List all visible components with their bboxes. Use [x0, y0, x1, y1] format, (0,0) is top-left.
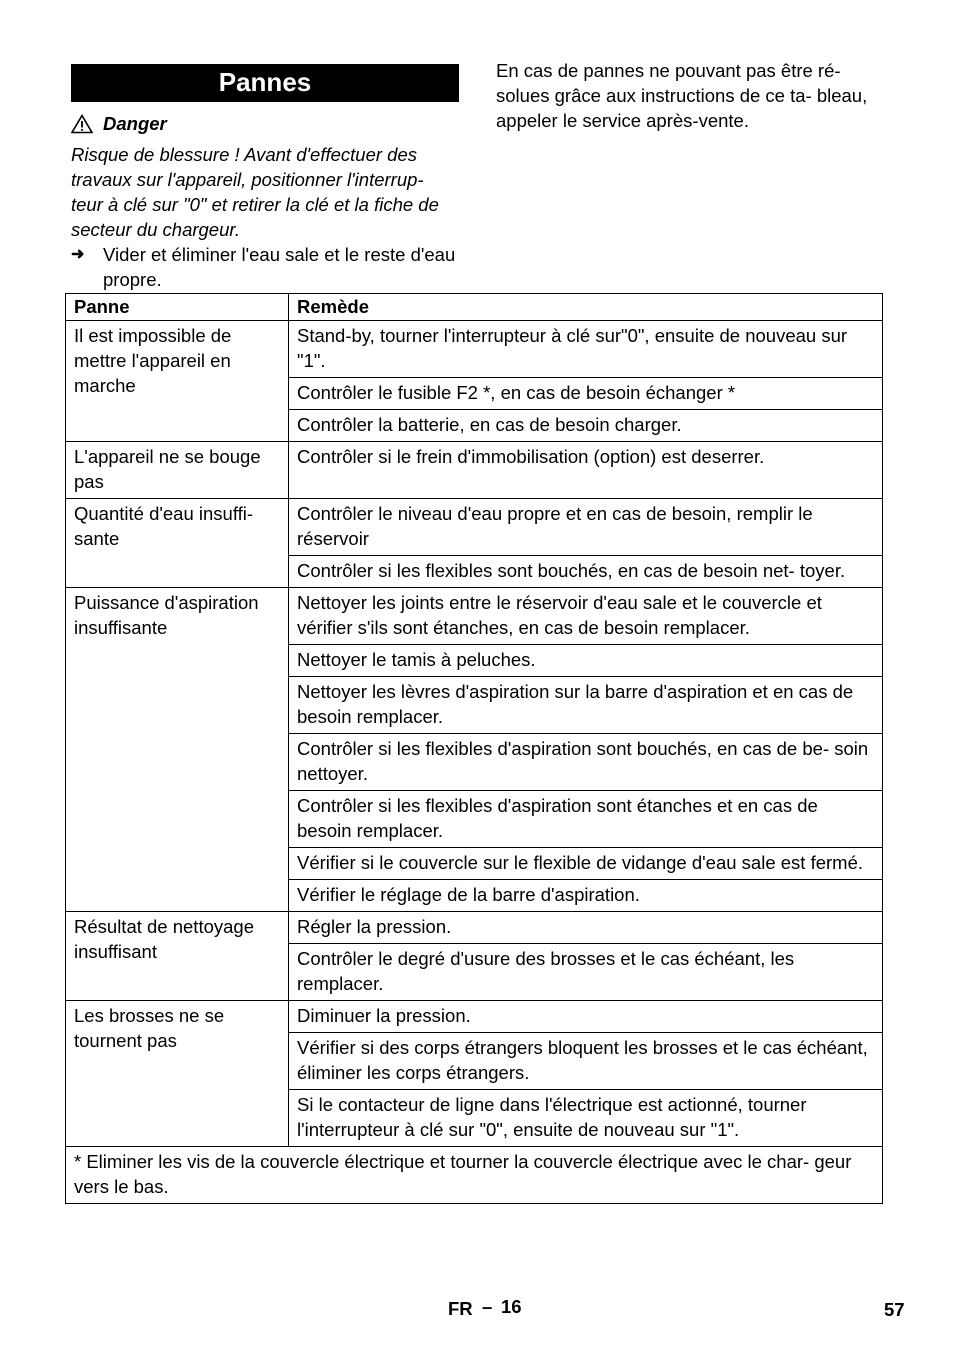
panne-cell: Quantité d'eau insuffi- sante	[66, 499, 289, 588]
column-header-panne: Panne	[66, 294, 289, 321]
table-row	[66, 588, 883, 645]
table-row	[66, 499, 883, 556]
table-row	[66, 912, 883, 944]
warning-triangle-icon	[71, 114, 93, 134]
remede-cell: Régler la pression.	[289, 912, 883, 944]
footer-section-page: 16	[501, 1296, 522, 1317]
remede-cell: Contrôler si les flexibles d'aspiration sont étanches et en cas de besoin remplacer.	[289, 791, 883, 848]
danger-heading	[71, 111, 459, 136]
remede-cell: Nettoyer les joints entre le réservoir d'eau sale et le couvercle et vérifier s'ils sont étanches, en cas de besoin remplacer.	[289, 588, 883, 645]
arrow-right-icon: ➜	[71, 246, 85, 263]
remede-cell: Contrôler si les flexibles sont bouchés, en cas de besoin net- toyer.	[289, 556, 883, 588]
remede-cell: Contrôler si le frein d'immobilisation (option) est deserrer.	[289, 442, 883, 499]
remede-cell: Contrôler le fusible F2 *, en cas de besoin échanger *	[289, 378, 883, 410]
panne-cell: Résultat de nettoyage insuffisant	[66, 912, 289, 1001]
table-footnote-row	[66, 1147, 883, 1204]
footer-dash: –	[482, 1296, 493, 1317]
remede-cell: Contrôler le niveau d'eau propre et en cas de besoin, remplir le réservoir	[289, 499, 883, 556]
right-column	[496, 58, 896, 133]
remede-cell: Stand-by, tourner l'interrupteur à clé sur"0", ensuite de nouveau sur "1".	[289, 321, 883, 378]
remede-cell: Nettoyer les lèvres d'aspiration sur la barre d'aspiration et en cas de besoin remplacer.	[289, 677, 883, 734]
remede-cell: Contrôler la batterie, en cas de besoin charger.	[289, 410, 883, 442]
footer-language: FR	[448, 1298, 473, 1319]
remede-cell: Vérifier le réglage de la barre d'aspiration.	[289, 880, 883, 912]
remede-cell: Si le contacteur de ligne dans l'électrique est actionné, tourner l'interrupteur à clé sur "0", ensuite de nouveau sur "1".	[289, 1090, 883, 1147]
section-title: Pannes	[71, 64, 459, 102]
remede-cell: Vérifier si le couvercle sur le flexible de vidange d'eau sale est fermé.	[289, 848, 883, 880]
table-row	[66, 321, 883, 378]
remede-cell: Contrôler si les flexibles d'aspiration sont bouchés, en cas de be- soin nettoyer.	[289, 734, 883, 791]
table-row	[66, 442, 883, 499]
panne-cell: Puissance d'aspiration insuffisante	[66, 588, 289, 912]
table-footnote: * Eliminer les vis de la couvercle électrique et tourner la couvercle électrique avec le char- geur vers le bas.	[66, 1147, 883, 1204]
step-text: Vider et éliminer l'eau sale et le reste d'eau propre.	[103, 244, 456, 290]
remede-cell: Nettoyer le tamis à peluches.	[289, 645, 883, 677]
intro-text: En cas de pannes ne pouvant pas être ré- solues grâce aux instructions de ce ta- bleau, appeler le service après-vente.	[496, 60, 868, 131]
table-header-row	[66, 294, 883, 321]
column-header-remede: Remède	[289, 294, 883, 321]
danger-text: Risque de blessure ! Avant d'effectuer des travaux sur l'appareil, positionner l'interrup- teur à clé sur "0" et retirer la clé et la fiche de secteur du chargeur.	[71, 144, 439, 240]
panne-cell: Il est impossible de mettre l'appareil en marche	[66, 321, 289, 442]
danger-label: Danger	[103, 113, 167, 134]
step-item	[71, 242, 459, 292]
left-column	[71, 64, 459, 292]
table-row	[66, 1001, 883, 1033]
panne-cell: L'appareil ne se bouge pas	[66, 442, 289, 499]
troubleshooting-table	[65, 293, 883, 1204]
panne-cell: Les brosses ne se tournent pas	[66, 1001, 289, 1147]
page-number: 57	[884, 1299, 905, 1320]
remede-cell: Vérifier si des corps étrangers bloquent les brosses et le cas échéant, éliminer les corps étrangers.	[289, 1033, 883, 1090]
remede-cell: Diminuer la pression.	[289, 1001, 883, 1033]
remede-cell: Contrôler le degré d'usure des brosses et le cas échéant, les remplacer.	[289, 944, 883, 1001]
